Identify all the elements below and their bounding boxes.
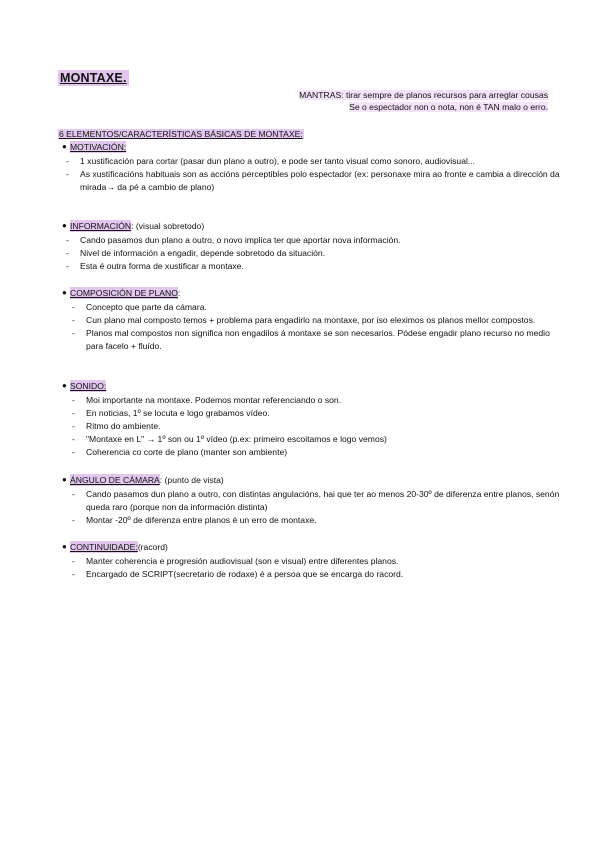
- list-item: [68, 394, 562, 407]
- list-item-text: Ritmo do ambiente.: [86, 421, 161, 431]
- dash-icon: -: [66, 235, 69, 245]
- element-items: [62, 301, 562, 353]
- element-suffix: : (visual sobretodo): [131, 221, 205, 231]
- list-item: [68, 433, 562, 446]
- element-informacion: [62, 220, 562, 273]
- document-title: MONTAXE.: [60, 71, 127, 85]
- list-item-text: Nivel de información a engadir, depende sobretodo da situación.: [80, 248, 326, 258]
- dash-icon: -: [72, 569, 75, 579]
- dash-icon: -: [66, 156, 69, 166]
- dash-icon: -: [66, 169, 69, 179]
- dash-icon: -: [72, 556, 75, 566]
- dash-icon: -: [72, 447, 75, 457]
- list-item-text: Manter coherencia e progresión audiovisual (son e visual) entre diferentes planos.: [86, 556, 399, 566]
- element-label: INFORMACIÓN: [70, 221, 132, 231]
- element-items: [62, 488, 562, 527]
- list-item: [68, 314, 562, 327]
- element-label: MOTIVACIÓN:: [70, 142, 127, 152]
- list-item-text: 1 xustificación para cortar (pasar dun plano a outro), e pode ser tanto visual como sonoro, audiovisual...: [80, 156, 476, 166]
- element-items: [62, 555, 562, 581]
- element-label: SONIDO:: [70, 381, 107, 391]
- element-label: ÁNGULO DE CÁMARA: [70, 475, 160, 485]
- element-suffix: : (punto de vista): [159, 475, 224, 485]
- list-item: [68, 420, 562, 433]
- bullet-icon: ●: [62, 221, 67, 230]
- list-item-text: Cando pasamos dun plano a outro, o novo implica ter que aportar nova información.: [80, 235, 401, 245]
- element-sonido: [62, 380, 562, 459]
- bullet-icon: ●: [62, 542, 67, 551]
- dash-icon: -: [72, 302, 75, 312]
- element-items: [62, 155, 562, 194]
- list-item-text: "Montaxe en L" → 1º son ou 1º vídeo (p.ex: primeiro escoitamos e logo vemos): [86, 434, 387, 444]
- element-label: CONTINUIDADE:: [70, 542, 138, 552]
- element-label: COMPOSICIÓN DE PLANO: [70, 288, 178, 298]
- dash-icon: -: [72, 515, 75, 525]
- list-item-text: Esta é outra forma de xustificar a montaxe.: [80, 261, 244, 271]
- element-angulo: [62, 474, 562, 527]
- dash-icon: -: [66, 248, 69, 258]
- list-item: [68, 568, 562, 581]
- list-item: [68, 301, 562, 314]
- list-item: [68, 555, 562, 568]
- list-item: [68, 446, 562, 459]
- element-suffix: (racord): [137, 542, 168, 552]
- list-item: [62, 168, 562, 194]
- list-item: [68, 488, 562, 514]
- list-item-text: Cando pasamos dun plano a outro, con distintas angulacións, hai que ter ao menos 20-30º de diferenza entre planos, senón queda raro (porque non da información distinta): [86, 489, 560, 512]
- list-item-text: Encargado de SCRIPT(secretario de rodaxe) é a persoa que se encarga do racord.: [86, 569, 404, 579]
- mantras-line-2: Se o espectador non o nota, non é TAN malo o erro.: [349, 102, 548, 112]
- list-item-text: Coherencia co corte de plano (manter son ambiente): [86, 447, 288, 457]
- list-item: [68, 407, 562, 420]
- mantras-note: [228, 89, 548, 113]
- dash-icon: -: [66, 261, 69, 271]
- element-items: [62, 394, 562, 459]
- dash-icon: -: [72, 434, 75, 444]
- list-item-text: As xustificacións habituais son as accións perceptibles polo espectador (ex: personaxe mira ao fronte e cambia a dirección da mirada→ da pé a cambio de plano): [80, 169, 560, 192]
- dash-icon: -: [72, 489, 75, 499]
- mantras-line-1: MANTRAS: tirar sempre de planos recursos para arreglar cousas: [299, 90, 548, 100]
- dash-icon: -: [72, 328, 75, 338]
- list-item: [68, 327, 562, 353]
- list-item: [62, 247, 562, 260]
- bullet-icon: ●: [62, 381, 67, 390]
- section-heading: 6 ELEMENTOS/CARACTERÍSTICAS BÁSICAS DE MONTAXE:: [59, 129, 303, 139]
- dash-icon: -: [72, 408, 75, 418]
- list-item-text: Moi importante na montaxe. Podemos montar referenciando o son.: [86, 395, 342, 405]
- list-item: [68, 514, 562, 527]
- bullet-icon: ●: [62, 142, 67, 151]
- list-item-text: Concepto que parte da cámara.: [86, 302, 207, 312]
- list-item-text: En noticias, 1º se locuta e logo grabamos vídeo.: [86, 408, 270, 418]
- element-continuidade: [62, 541, 562, 581]
- bullet-icon: ●: [62, 475, 67, 484]
- list-item: [62, 234, 562, 247]
- dash-icon: -: [72, 421, 75, 431]
- list-item-text: Cun plano mal composto temos + problema para engadirlo na montaxe, por iso eleximos os planos mellor compostos.: [86, 315, 536, 325]
- element-items: [62, 234, 562, 273]
- dash-icon: -: [72, 395, 75, 405]
- list-item: [62, 260, 562, 273]
- list-item-text: Montar -20º de diferenza entre planos é un erro de montaxe.: [86, 515, 317, 525]
- element-composicion: [62, 287, 562, 353]
- dash-icon: -: [72, 315, 75, 325]
- element-motivacion: [62, 141, 562, 194]
- element-suffix: :: [177, 288, 181, 298]
- bullet-icon: ●: [62, 288, 67, 297]
- list-item: [62, 155, 562, 168]
- list-item-text: Planos mal compostos non significa non engadilos á montaxe se son necesarios. Pódese engadir plano recurso no medio para facelo + fluído.: [86, 328, 550, 351]
